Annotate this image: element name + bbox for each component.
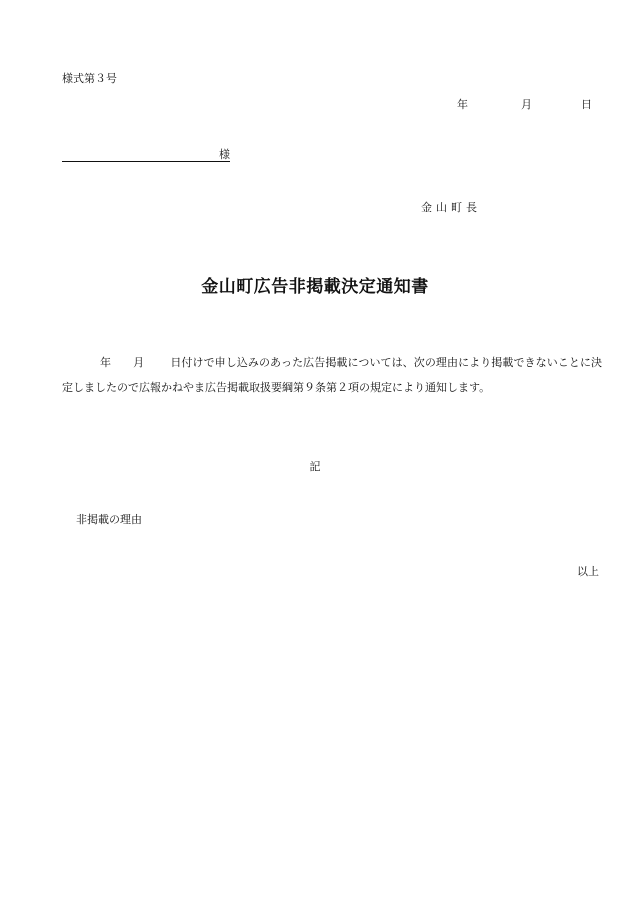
body-month-label: 月 [133, 356, 145, 369]
body-paragraph [62, 350, 602, 400]
recipient-name-line [62, 161, 230, 162]
body-text: 日付けで申し込みのあった広告掲載については、次の理由により掲載できないことに決定しましたので広報かねやま広告掲載取扱要綱第９条第２項の規定により通知します。 [62, 356, 603, 394]
date-year-label: 年 [457, 98, 468, 111]
reason-label: 非掲載の理由 [76, 513, 142, 526]
document-title: 金山町広告非掲載決定通知書 [201, 277, 429, 297]
date-month-label: 月 [521, 98, 532, 111]
recipient-honorific: 様 [219, 148, 230, 161]
issuer-name: 金山町長 [421, 201, 481, 214]
recipient-block [62, 146, 232, 160]
form-number: 様式第３号 [62, 72, 117, 85]
closing-mark: 以上 [577, 565, 599, 578]
body-year-label: 年 [100, 356, 112, 369]
ki-marker: 記 [309, 460, 321, 473]
date-day-label: 日 [581, 98, 592, 111]
date-line [457, 96, 597, 110]
